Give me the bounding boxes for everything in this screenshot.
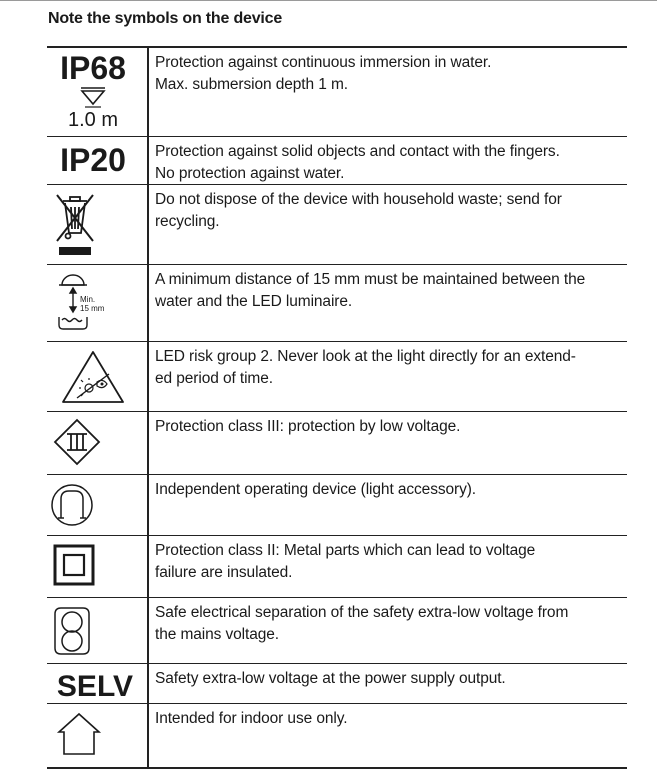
symbol-description: [155, 479, 621, 501]
description-line: No protection against water.: [155, 165, 345, 182]
symbol-cell: [47, 137, 149, 184]
symbols-table: [47, 46, 627, 769]
description-line: the mains voltage.: [155, 626, 279, 643]
description-line: ed period of time.: [155, 370, 273, 387]
description-line: Safe electrical separation of the safety extra-low voltage from: [155, 604, 569, 621]
symbol-cell: [47, 536, 149, 597]
safety-transformer-icon: [47, 598, 147, 664]
ip20-icon: [47, 137, 147, 185]
description-line: Intended for indoor use only.: [155, 710, 348, 727]
table-row: [47, 137, 627, 185]
description-line: A minimum distance of 15 mm must be maintained between the: [155, 271, 586, 288]
table-row: [47, 536, 627, 598]
description-line: Independent operating device (light accessory).: [155, 481, 476, 498]
table-row: [47, 598, 627, 664]
symbol-description: [155, 141, 621, 185]
symbol-cell: [47, 704, 149, 767]
symbol-description: [155, 346, 621, 390]
symbol-cell: [47, 412, 149, 474]
ip68-submersion-icon: [47, 48, 147, 137]
description-line: recycling.: [155, 213, 220, 230]
table-row: [47, 704, 627, 767]
table-row: [47, 48, 627, 137]
description-line: Protection class III: protection by low voltage.: [155, 418, 461, 435]
symbol-cell: [47, 48, 149, 136]
description-line: Max. submersion depth 1 m.: [155, 76, 348, 93]
symbol-cell: [47, 342, 149, 411]
description-line: Do not dispose of the device with household waste; send for: [155, 191, 562, 208]
ip68-code: IP68: [60, 50, 126, 86]
protection-class-iii-icon: [47, 412, 147, 475]
symbol-description: [155, 189, 621, 233]
symbol-cell: [47, 185, 149, 264]
symbol-description: [155, 708, 621, 730]
selv-code: SELV: [56, 670, 134, 703]
symbol-description: [155, 416, 621, 438]
description-line: Protection class II: Metal parts which can lead to voltage: [155, 542, 536, 559]
table-row: [47, 342, 627, 412]
led-risk-warning-icon: [47, 342, 147, 412]
table-row: [47, 185, 627, 265]
ip68-depth-label: 1.0 m: [67, 109, 119, 131]
description-line: water and the LED luminaire.: [155, 293, 353, 310]
symbol-description: [155, 52, 621, 96]
table-row: [47, 265, 627, 342]
description-line: LED risk group 2. Never look at the light directly for an extend-: [155, 348, 576, 365]
table-row: [47, 664, 627, 704]
description-line: failure are insulated.: [155, 564, 293, 581]
symbol-cell: [47, 265, 149, 341]
top-rule: [0, 0, 657, 1]
description-line: Protection against solid objects and contact with the fingers.: [155, 143, 560, 160]
page-title: Note the symbols on the device: [48, 10, 283, 27]
description-line: Safety extra-low voltage at the power supply output.: [155, 670, 506, 687]
indoor-house-icon: [47, 704, 147, 767]
mm-label: 15 mm: [80, 304, 105, 313]
description-line: Protection against continuous immersion in water.: [155, 54, 492, 71]
symbol-cell: [47, 475, 149, 535]
symbol-cell: [47, 664, 149, 703]
symbol-description: [155, 602, 621, 646]
symbol-cell: [47, 598, 149, 663]
independent-device-icon: [47, 475, 147, 536]
table-row: [47, 475, 627, 536]
ip20-code: IP20: [60, 142, 126, 178]
min-label: Min.: [80, 295, 96, 304]
table-row: [47, 412, 627, 475]
protection-class-ii-icon: [47, 536, 147, 598]
symbol-description: [155, 269, 621, 313]
selv-icon: [47, 664, 147, 704]
min-distance-icon: [47, 265, 147, 342]
symbol-description: [155, 668, 621, 690]
crossed-bin-icon: [47, 185, 147, 265]
symbol-description: [155, 540, 621, 584]
